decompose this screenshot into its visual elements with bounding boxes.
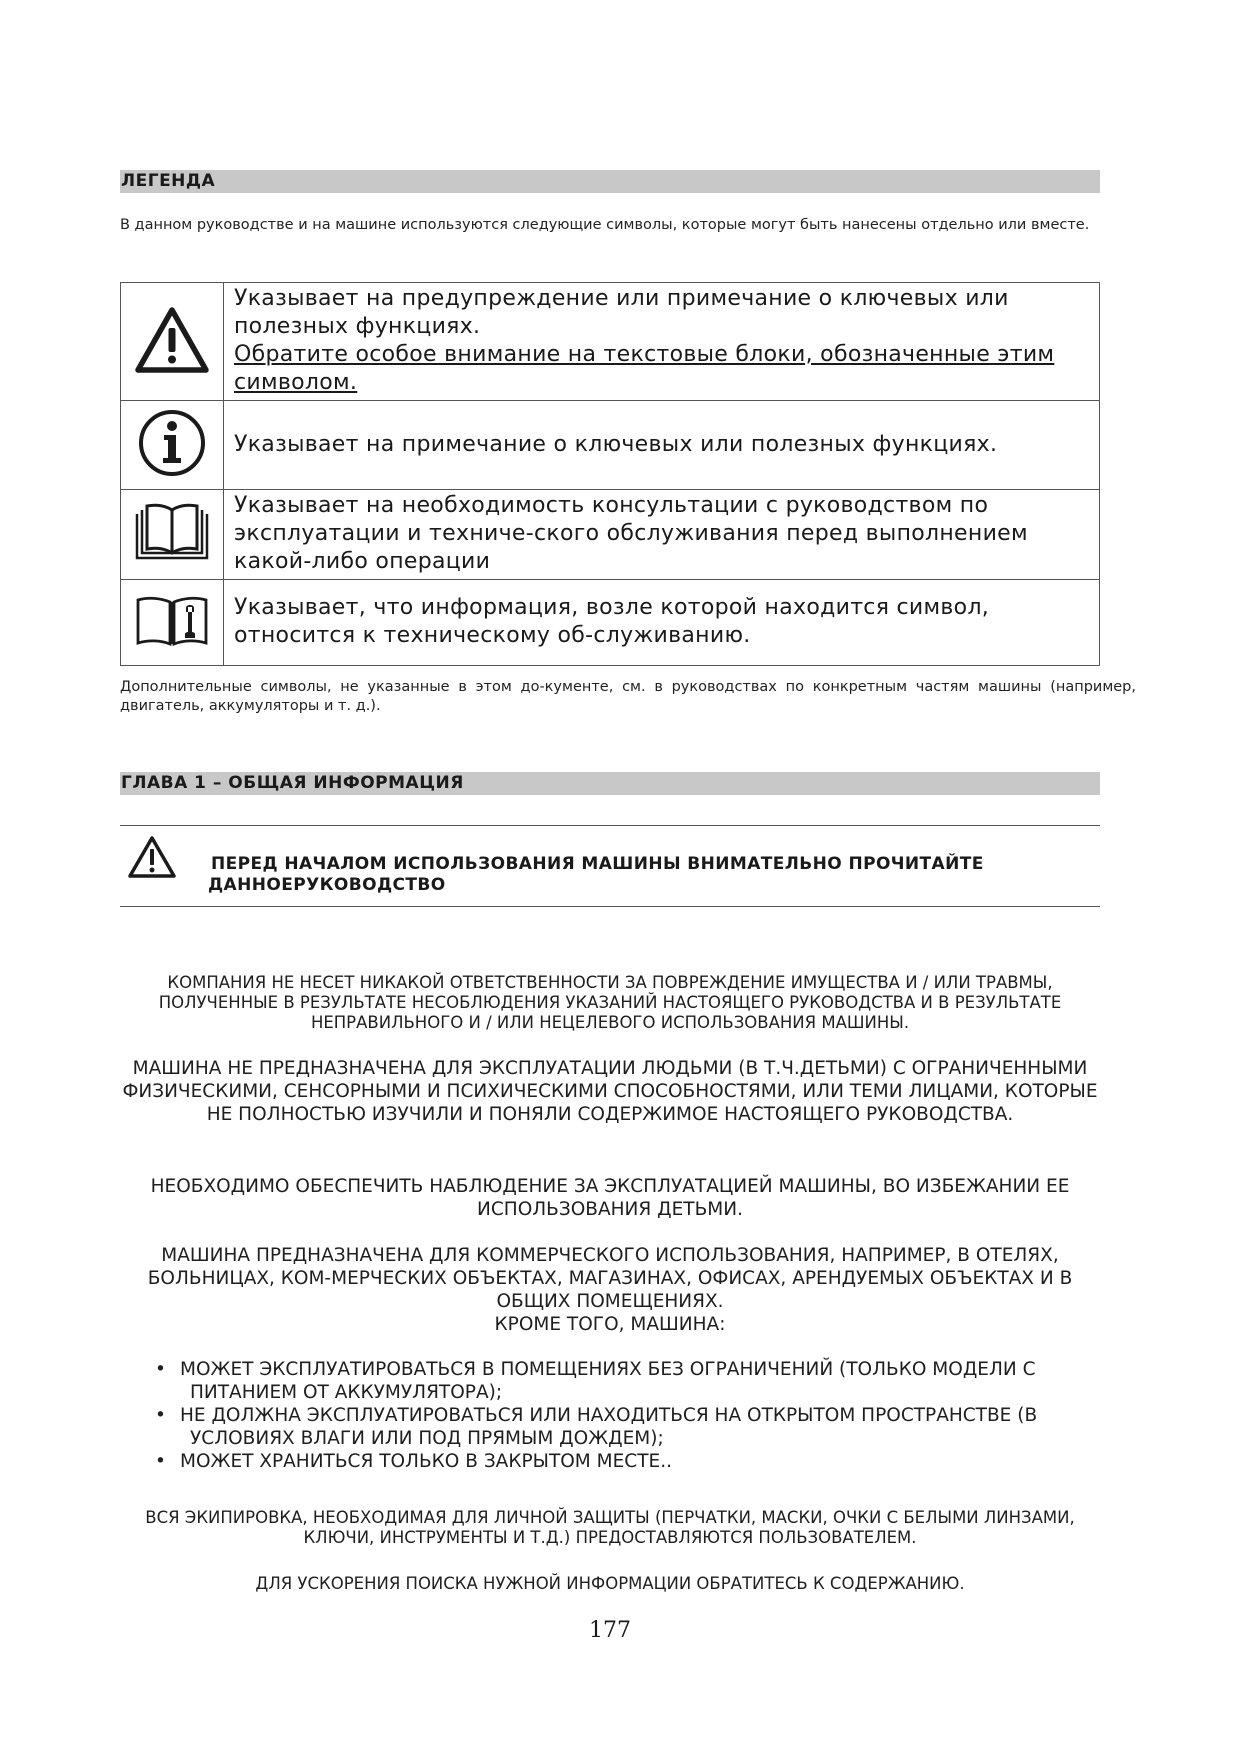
list-item: • МОЖЕТ ЭКСПЛУАТИРОВАТЬСЯ В ПОМЕЩЕНИЯХ БЕЗ ОГРАНИЧЕНИЙ (ТОЛЬКО МОДЕЛИ С ПИТАНИЕМ ОТ АККУМУЛЯТОРА); [155,1359,1036,1403]
info-circle-icon [137,408,207,478]
legend-row-warning [121,283,1100,401]
commercial-use-paragraph: МАШИНА ПРЕДНАЗНАЧЕНА ДЛЯ КОММЕРЧЕСКОГО ИСПОЛЬЗОВАНИЯ, НАПРИМЕР, В ОТЕЛЯХ, БОЛЬНИЦАХ, КОМ-МЕРЧЕСКИХ ОБЪЕКТАХ, МАГАЗИНАХ, ОФИСАХ, АРЕНДУЕМЫХ ОБЪЕКТАХ И В ОБЩИХ ПОМЕЩЕНИЯХ. [147,1245,1073,1312]
read-manual-warning [120,825,1100,907]
legend-row-info [121,401,1100,490]
machine-conditions-list [145,1358,1105,1473]
legend-heading: ЛЕГЕНДА [120,170,1100,193]
additionally-label: КРОМЕ ТОГО, МАШИНА: [494,1314,726,1335]
warning-title-line1: ПЕРЕД НАЧАЛОМ ИСПОЛЬЗОВАНИЯ МАШИНЫ ВНИМАТЕЛЬНО ПРОЧИТАЙТЕ [211,854,984,874]
legend-intro: В данном руководстве и на машине используются следующие символы, которые могут быть нанесены отдельно или вместе. [120,217,1090,233]
warning-title-line2: ДАННОЕРУКОВОДСТВО [208,875,446,895]
legend-table [120,282,1100,666]
warning-triangle-icon [127,834,177,880]
open-book-icon [133,502,211,564]
liability-paragraph: КОМПАНИЯ НЕ НЕСЕТ НИКАКОЙ ОТВЕТСТВЕННОСТИ ЗА ПОВРЕЖДЕНИЕ ИМУЩЕСТВА И / ИЛИ ТРАВМЫ, ПОЛУЧЕННЫЕ В РЕЗУЛЬТАТЕ НЕСОБЛЮДЕНИЯ УКАЗАНИЙ НАСТОЯЩЕГО РУКОВОДСТВА И В РЕЗУЛЬТАТЕ НЕПРАВИЛЬНОГО И / ИЛИ НЕЦЕЛЕВОГО ИСПОЛЬЗОВАНИЯ МАШИНЫ. [158,973,1062,1032]
warning-triangle-icon [132,304,212,376]
supervision-paragraph: НЕОБХОДИМО ОБЕСПЕЧИТЬ НАБЛЮДЕНИЕ ЗА ЭКСПЛУАТАЦИЕЙ МАШИНЫ, ВО ИЗБЕЖАНИИ ЕЕ ИСПОЛЬЗОВАНИЯ ДЕТЬМИ. [150,1176,1070,1220]
page-number: 177 [589,1618,631,1643]
contents-hint: ДЛЯ УСКОРЕНИЯ ПОИСКА НУЖНОЙ ИНФОРМАЦИИ ОБРАТИТЕСЬ К СОДЕРЖАНИЮ. [255,1574,965,1593]
legend-maintenance-text: Указывает, что информация, возле которой находится символ, относится к техническому об-служиванию. [224,580,1100,666]
restriction-paragraph: МАШИНА НЕ ПРЕДНАЗНАЧЕНА ДЛЯ ЭКСПЛУАТАЦИИ ЛЮДЬМИ (В Т.Ч.ДЕТЬМИ) С ОГРАНИЧЕННЫМИ ФИЗИЧЕСКИМИ, СЕНСОРНЫМИ И ПСИХИЧЕСКИМИ СПОСОБНОСТЯМИ, ИЛИ ТЕМИ ЛИЦАМИ, КОТОРЫЕ НЕ ПОЛНОСТЬЮ ИЗУЧИЛИ И ПОНЯЛИ СОДЕРЖИМОЕ НАСТОЯЩЕГО РУКОВОДСТВА. [122,1058,1098,1125]
list-item: • МОЖЕТ ХРАНИТЬСЯ ТОЛЬКО В ЗАКРЫТОМ МЕСТЕ.. [155,1451,672,1472]
legend-row-book [121,490,1100,580]
list-item: • НЕ ДОЛЖНА ЭКСПЛУАТИРОВАТЬСЯ ИЛИ НАХОДИТЬСЯ НА ОТКРЫТОМ ПРОСТРАНСТВЕ (В УСЛОВИЯХ ВЛАГИ ИЛИ ПОД ПРЯМЫМ ДОЖДЕМ); [155,1405,1038,1449]
legend-warning-text: Указывает на предупреждение или примечание о ключевых или полезных функциях. [234,286,1009,339]
maintenance-book-icon [134,594,210,648]
legend-footnote: Дополнительные символы, не указанные в этом до-кументе, см. в руководствах по конкретным частям машины (например, двигатель, аккумуляторы и т. д.). [120,679,1136,714]
legend-info-text: Указывает на примечание о ключевых или полезных функциях. [224,401,1100,490]
legend-book-text: Указывает на необходимость консультации с руководством по эксплуатации и техниче-ского обслуживания перед выполнением какой-либо операции [224,490,1100,580]
equipment-paragraph: ВСЯ ЭКИПИРОВКА, НЕОБХОДИМАЯ ДЛЯ ЛИЧНОЙ ЗАЩИТЫ (ПЕРЧАТКИ, МАСКИ, ОЧКИ С БЕЛЫМИ ЛИНЗАМИ, КЛЮЧИ, ИНСТРУМЕНТЫ И Т.Д.) ПРЕДОСТАВЛЯЮТСЯ ПОЛЬЗОВАТЕЛЕМ. [145,1508,1075,1547]
legend-warning-underlined: Обратите особое внимание на текстовые блоки, обозначенные этим символом. [234,342,1055,395]
legend-row-maintenance [121,580,1100,666]
chapter1-heading: ГЛАВА 1 – ОБЩАЯ ИНФОРМАЦИЯ [120,772,1100,795]
